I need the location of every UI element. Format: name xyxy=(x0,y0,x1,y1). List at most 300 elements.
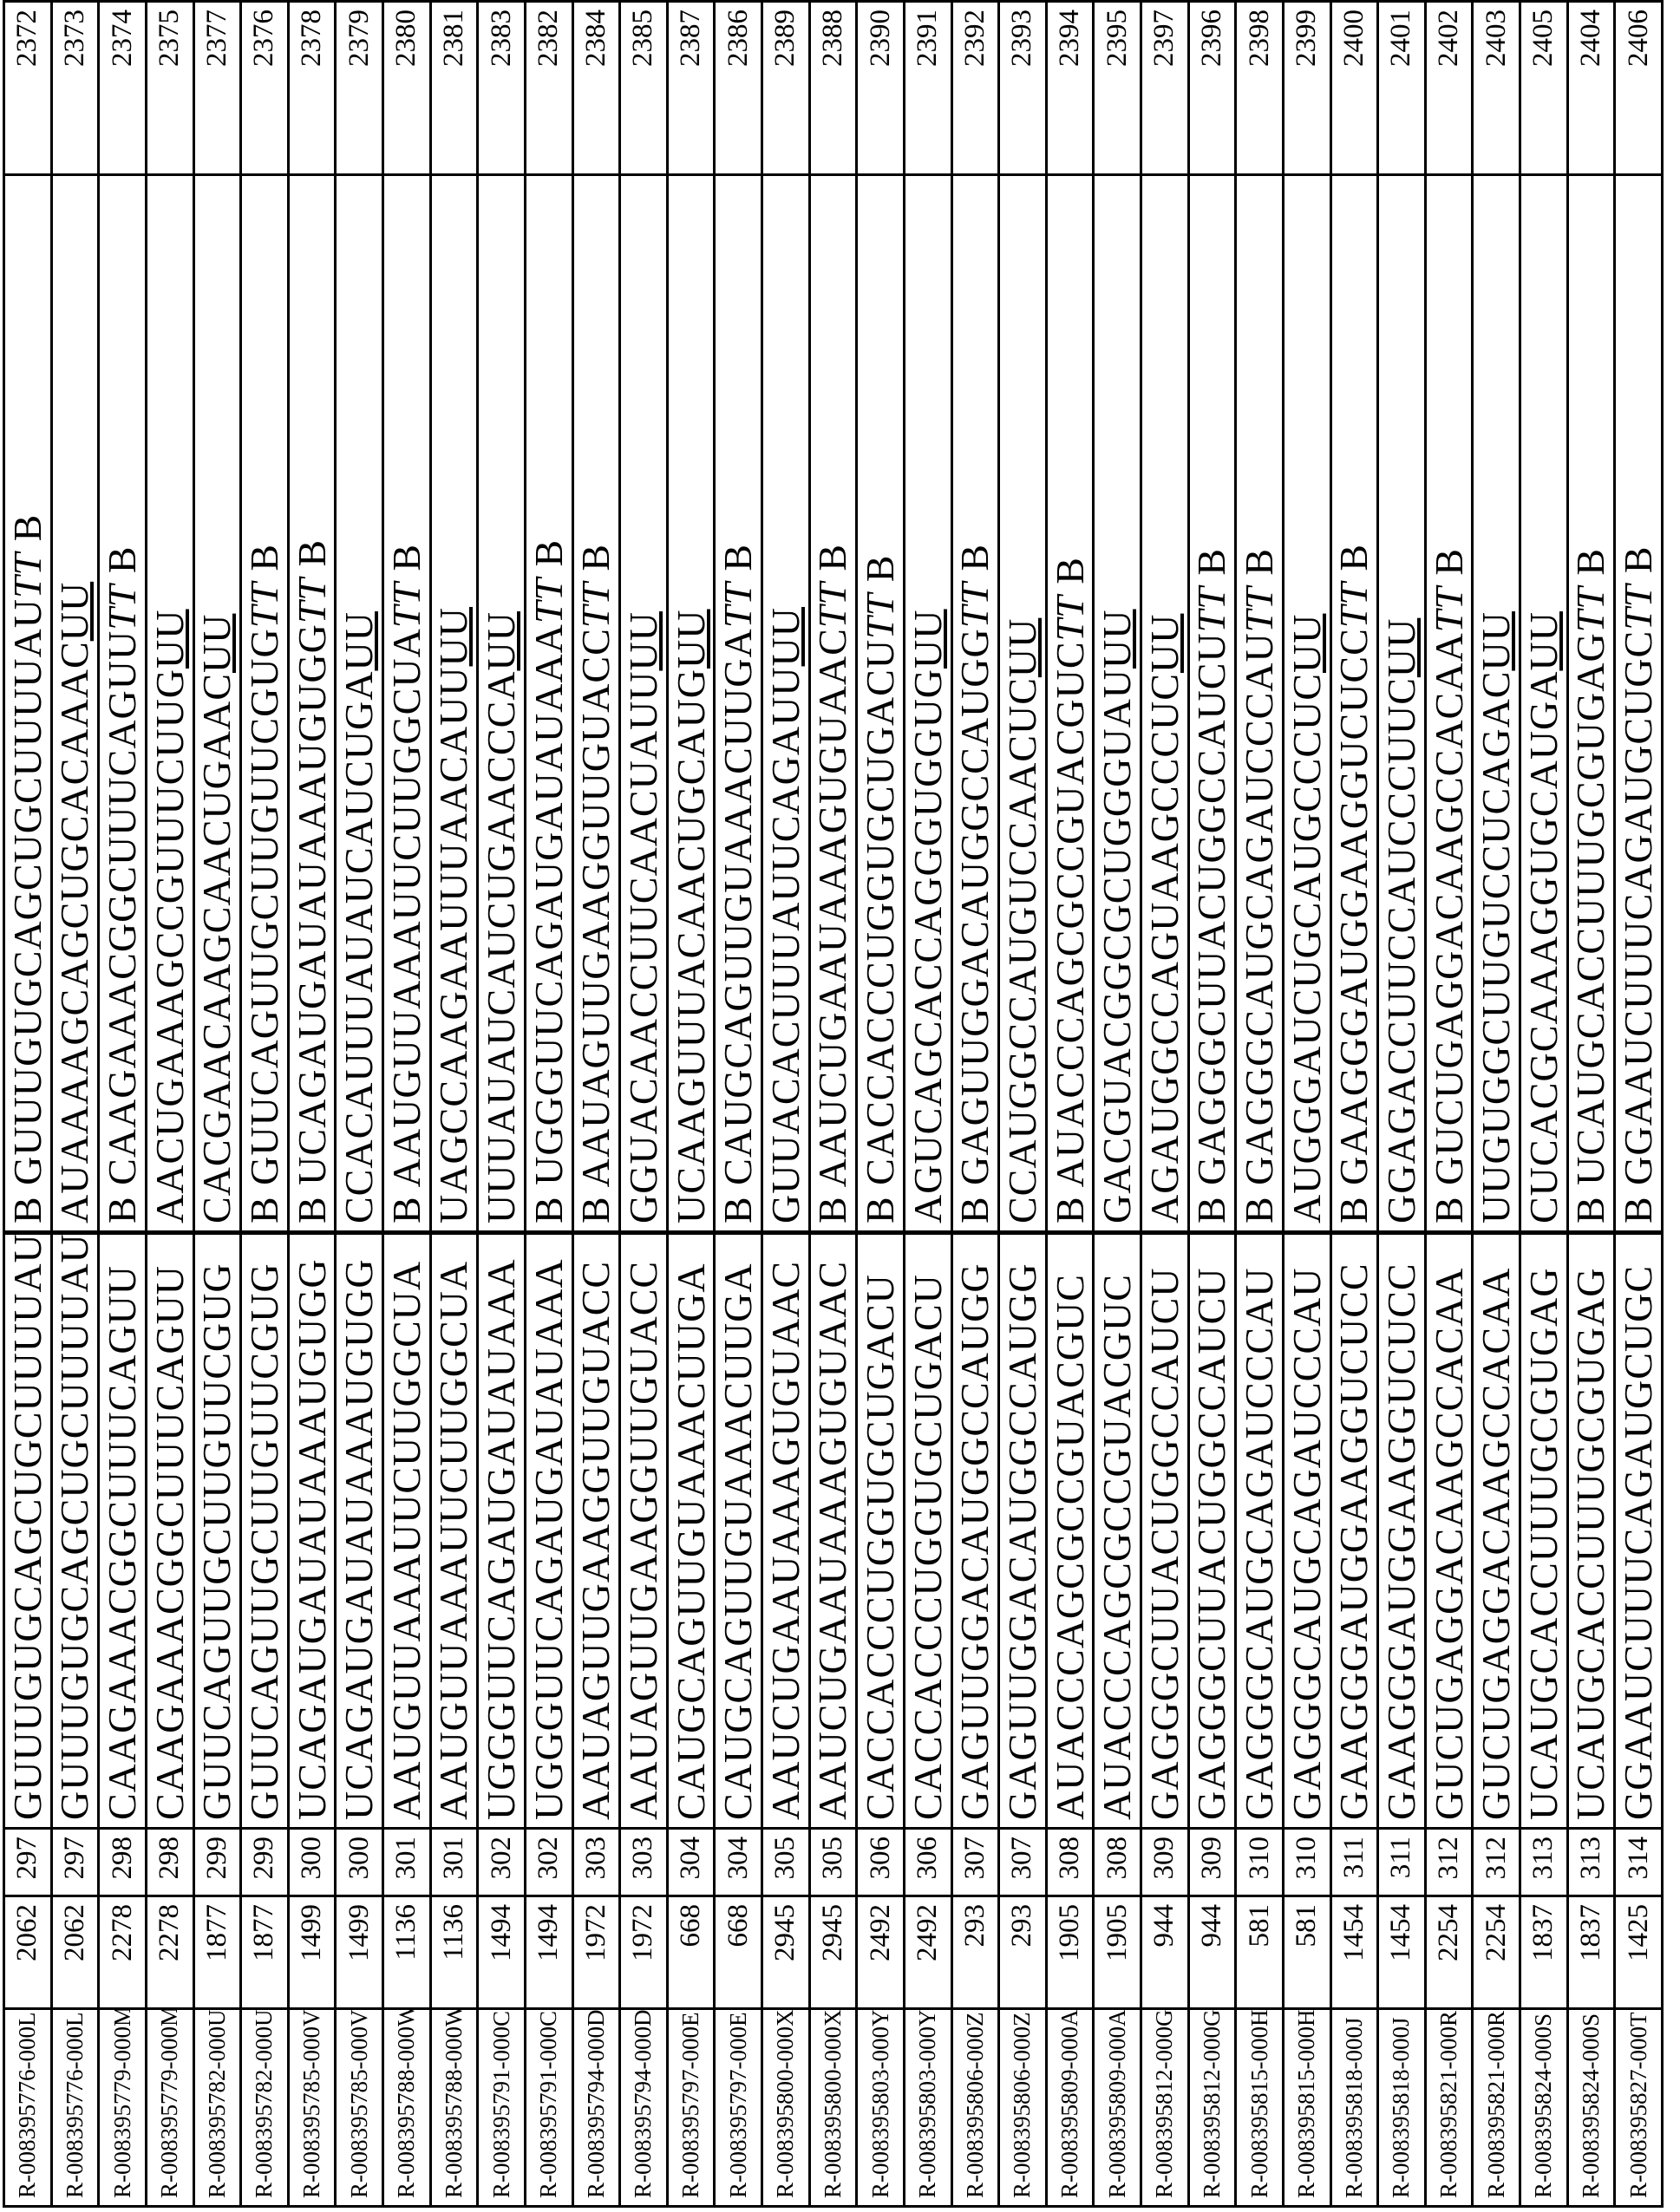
compound-id: R-008395818-000J xyxy=(1330,2009,1378,2207)
table-row xyxy=(620,2,668,2207)
compound-id: R-008395785-000V xyxy=(336,2009,383,2207)
pair-number: 308 xyxy=(1094,1829,1141,1896)
seq-id-number: 2376 xyxy=(241,2,289,175)
modified-sequence xyxy=(951,175,999,1233)
pair-number: 314 xyxy=(1615,1829,1663,1896)
modified-sequence xyxy=(193,175,241,1233)
table-row xyxy=(857,2,905,2207)
sequence-core: AAUCUGAAUAAAGUGUAAC xyxy=(810,628,854,1187)
table-row xyxy=(51,2,99,2207)
cap-suffix: B xyxy=(242,544,286,582)
uu-overhang: UU xyxy=(1142,614,1186,673)
uu-overhang: UU xyxy=(1379,618,1423,677)
target-position: 2254 xyxy=(1473,1896,1520,2009)
dt-overhang: TT xyxy=(716,582,760,628)
target-position: 1494 xyxy=(525,1896,572,2009)
modified-sequence xyxy=(99,175,147,1233)
compound-id: R-008395800-000X xyxy=(762,2009,810,2207)
compound-id: R-008395812-000G xyxy=(1141,2009,1189,2207)
target-position: 1905 xyxy=(1046,1896,1094,2009)
modified-sequence xyxy=(51,175,99,1233)
table-row xyxy=(1567,2,1615,2207)
cap-prefix: B xyxy=(5,1185,49,1223)
pair-number: 300 xyxy=(336,1829,383,1896)
compound-id: R-008395791-000C xyxy=(478,2009,526,2207)
pair-number: 311 xyxy=(1330,1829,1378,1896)
seq-id-number: 2374 xyxy=(99,2,147,175)
seq-id-number: 2394 xyxy=(1046,2,1094,175)
sense-sequence: AAUGUUAAAUUCUUGGCUA xyxy=(383,1233,431,1829)
sense-sequence: GUUCAGUUGCUUGUUCGUG xyxy=(241,1233,289,1829)
dt-overhang: TT xyxy=(952,582,997,628)
modified-sequence xyxy=(1188,175,1236,1233)
sense-sequence: CAUGCAGUUGUAAACUUGA xyxy=(667,1233,715,1829)
dt-overhang: TT xyxy=(290,577,334,623)
cap-suffix: B xyxy=(1237,548,1281,586)
pair-number: 298 xyxy=(146,1829,193,1896)
dt-overhang: TT xyxy=(5,552,49,598)
sense-sequence: CAAGAAACGGCUUUCAGUU xyxy=(146,1233,193,1829)
sense-sequence: GUCUGAGGACAAGCCACAA xyxy=(1473,1233,1520,1829)
dt-overhang: TT xyxy=(384,582,428,628)
seq-id-number: 2378 xyxy=(288,2,336,175)
compound-id: R-008395782-000U xyxy=(193,2009,241,2207)
dt-overhang: TT xyxy=(573,582,618,628)
compound-id: R-008395776-000L xyxy=(51,2009,99,2207)
sense-sequence: UGGGUUCAGAUGAUAUAAA xyxy=(478,1233,526,1829)
target-position: 2278 xyxy=(99,1896,147,2009)
dt-overhang: TT xyxy=(1427,586,1471,632)
table-row xyxy=(1236,2,1284,2207)
table-row xyxy=(525,2,572,2207)
table-row xyxy=(667,2,715,2207)
table-row xyxy=(999,2,1047,2207)
seq-id-number: 2383 xyxy=(478,2,526,175)
cap-suffix: B xyxy=(1048,557,1092,595)
seq-id-number: 2381 xyxy=(430,2,478,175)
seq-id-number: 2382 xyxy=(525,2,572,175)
cap-prefix: B xyxy=(716,1185,760,1223)
seq-id-number: 2388 xyxy=(809,2,857,175)
sequence-core: GGUACAACCUUCAACUAUU xyxy=(621,671,665,1223)
sequence-core: GUCUGAGGACAAGCCACAA xyxy=(1427,632,1471,1184)
seq-id-number: 2403 xyxy=(1473,2,1520,175)
sequence-core: UCAAGUUUACAACUGCAUG xyxy=(669,669,713,1223)
target-position: 293 xyxy=(951,1896,999,2009)
target-position: 1136 xyxy=(383,1896,431,2009)
sequence-core: GUUCAGUUGCUUGUUCGUG xyxy=(242,628,286,1185)
modified-sequence xyxy=(336,175,383,1233)
modified-sequence xyxy=(4,175,52,1233)
cap-prefix: B xyxy=(384,1187,428,1223)
seq-id-number: 2395 xyxy=(1094,2,1141,175)
modified-sequence xyxy=(762,175,810,1233)
sense-sequence: GGAAUCUUUCAGAUGCUGC xyxy=(1615,1233,1663,1829)
compound-id: R-008395785-000V xyxy=(288,2009,336,2207)
compound-id: R-008395806-000Z xyxy=(951,2009,999,2207)
compound-id: R-008395806-000Z xyxy=(999,2009,1047,2207)
sense-sequence: AAUAGUUGAAGGUUGUACC xyxy=(572,1233,620,1829)
compound-id: R-008395779-000M xyxy=(99,2009,147,2207)
sequence-core: UUGUGGCUUGUCCUCAGAC xyxy=(1474,671,1518,1223)
modified-sequence xyxy=(1520,175,1568,1233)
sense-sequence: GAGGGCAUGCAGAUCCCAU xyxy=(1236,1233,1284,1829)
target-position: 2492 xyxy=(904,1896,951,2009)
seq-id-number: 2384 xyxy=(572,2,620,175)
target-position: 2492 xyxy=(857,1896,905,2009)
compound-id: R-008395815-000H xyxy=(1283,2009,1330,2207)
sequence-core: UAGCCAAGAAUUUAACAUU xyxy=(431,666,475,1223)
compound-id: R-008395794-000D xyxy=(572,2009,620,2207)
modified-sequence xyxy=(288,175,336,1233)
compound-id: R-008395824-000S xyxy=(1567,2009,1615,2207)
sense-sequence: GAGGGCAUGCAGAUCCCAU xyxy=(1283,1233,1330,1829)
pair-number: 313 xyxy=(1567,1829,1615,1896)
sense-sequence: AAUCUGAAUAAAGUGUAAC xyxy=(809,1233,857,1829)
sense-sequence: GAGUUGGACAUGGCCAUGG xyxy=(999,1233,1047,1829)
sequence-core: UCAUGCACCUUUGCGUGAG xyxy=(1568,632,1612,1184)
modified-sequence xyxy=(1615,175,1663,1233)
sequence-core: AUGGGAUCUGCAUGCCCUC xyxy=(1285,673,1329,1223)
table-row xyxy=(809,2,857,2207)
dt-overhang: TT xyxy=(858,593,902,639)
target-position: 2278 xyxy=(146,1896,193,2009)
sequence-core: GAGUUGGACAUGGCCAUGG xyxy=(952,628,997,1185)
pair-number: 308 xyxy=(1046,1829,1094,1896)
uu-overhang: UU xyxy=(905,610,950,669)
target-position: 1972 xyxy=(620,1896,668,2009)
cap-suffix: B xyxy=(290,539,334,577)
cap-prefix: B xyxy=(1568,1185,1612,1223)
cap-prefix: B xyxy=(1616,1185,1660,1223)
sense-sequence: AUACCCAGCGCCGUACGUC xyxy=(1046,1233,1094,1829)
cap-prefix: B xyxy=(242,1185,286,1223)
compound-id: R-008395800-000X xyxy=(809,2009,857,2207)
dt-overhang: TT xyxy=(1568,586,1612,632)
uu-overhang: UU xyxy=(337,611,381,670)
target-position: 1905 xyxy=(1094,1896,1141,2009)
sequence-core: AGUCAGCACCAGGGUGGUG xyxy=(905,669,950,1223)
modified-sequence xyxy=(1141,175,1189,1233)
sense-sequence: GUUUGUGCAGCUGCUUUUAU xyxy=(51,1233,99,1829)
sense-sequence: GUCUGAGGACAAGCCACAA xyxy=(1425,1233,1473,1829)
sequence-core: GACGUACGGCGCUGGGUAU xyxy=(1095,669,1139,1223)
cap-prefix: B xyxy=(1427,1185,1471,1223)
cap-suffix: B xyxy=(1427,548,1471,586)
modified-sequence xyxy=(241,175,289,1233)
table-row xyxy=(715,2,762,2207)
sequence-core: GUUACACUUUAUUCAGAUU xyxy=(763,666,807,1223)
table-row xyxy=(1141,2,1189,2207)
cap-suffix: B xyxy=(1189,548,1233,586)
cap-suffix: B xyxy=(1331,544,1376,582)
compound-id: R-008395821-000R xyxy=(1425,2009,1473,2207)
sequence-core: GGAGACCUUCCAUCCCUUC xyxy=(1379,677,1423,1223)
compound-id: R-008395812-000G xyxy=(1188,2009,1236,2207)
target-position: 1972 xyxy=(572,1896,620,2009)
table-row xyxy=(1330,2,1378,2207)
pair-number: 303 xyxy=(572,1829,620,1896)
sense-sequence: AAUCUGAAUAAAGUGUAAC xyxy=(762,1233,810,1829)
cap-prefix: B xyxy=(810,1187,854,1223)
sequence-core: AUAAAAGCAGCUGCACAAAC xyxy=(52,641,96,1223)
pair-number: 303 xyxy=(620,1829,668,1896)
cap-prefix: B xyxy=(1048,1187,1092,1223)
compound-id: R-008395788-000W xyxy=(430,2009,478,2207)
pair-number: 310 xyxy=(1283,1829,1330,1896)
sense-sequence: AAUAGUUGAAGGUUGUACC xyxy=(620,1233,668,1829)
seq-id-number: 2406 xyxy=(1615,2,1663,175)
cap-suffix: B xyxy=(573,544,618,582)
modified-sequence xyxy=(146,175,193,1233)
modified-sequence xyxy=(1236,175,1284,1233)
modified-sequence xyxy=(667,175,715,1233)
target-position: 2062 xyxy=(51,1896,99,2009)
cap-prefix: B xyxy=(100,1185,144,1223)
seq-id-number: 2385 xyxy=(620,2,668,175)
table-row xyxy=(241,2,289,2207)
target-position: 1454 xyxy=(1330,1896,1378,2009)
uu-overhang: UU xyxy=(1000,618,1044,677)
target-position: 2945 xyxy=(809,1896,857,2009)
cap-suffix: B xyxy=(810,544,854,582)
sense-sequence: CACCACCCUGGUGCUGACU xyxy=(904,1233,951,1829)
dt-overhang: TT xyxy=(242,582,286,628)
uu-overhang: UU xyxy=(431,607,475,666)
sequence-core: GAAGGGAUGGAAGGUCUCC xyxy=(1331,628,1376,1185)
cap-prefix: B xyxy=(858,1185,902,1223)
sequence-core: GGAAUCUUUCAGAUGCUGC xyxy=(1616,630,1660,1185)
modified-sequence xyxy=(1473,175,1520,1233)
modified-sequence xyxy=(715,175,762,1233)
seq-id-number: 2380 xyxy=(383,2,431,175)
sequence-core: CCAUGGCCAUGUCCAACUC xyxy=(1000,677,1044,1223)
cap-suffix: B xyxy=(858,555,902,593)
pair-number: 297 xyxy=(4,1829,52,1896)
pair-number: 305 xyxy=(762,1829,810,1896)
compound-id: R-008395788-000W xyxy=(383,2009,431,2207)
sense-sequence: UCAUGCACCUUUGCGUGAG xyxy=(1567,1233,1615,1829)
target-position: 1837 xyxy=(1520,1896,1568,2009)
seq-id-number: 2392 xyxy=(951,2,999,175)
seq-id-number: 2405 xyxy=(1520,2,1568,175)
table-row xyxy=(1283,2,1330,2207)
cap-prefix: B xyxy=(526,1185,571,1223)
sense-sequence: GUUCAGUUGCUUGUUCGUG xyxy=(193,1233,241,1829)
table-row xyxy=(951,2,999,2207)
pair-number: 304 xyxy=(715,1829,762,1896)
compound-id: R-008395809-000A xyxy=(1094,2009,1141,2207)
pair-number: 307 xyxy=(951,1829,999,1896)
modified-sequence xyxy=(1378,175,1426,1233)
table-row xyxy=(762,2,810,2207)
sequence-core: GUUUGUGCAGCUGCUUUUAU xyxy=(5,598,49,1185)
cap-suffix: B xyxy=(384,544,428,582)
target-position: 944 xyxy=(1141,1896,1189,2009)
compound-id: R-008395803-000Y xyxy=(904,2009,951,2207)
modified-sequence xyxy=(904,175,951,1233)
uu-overhang: UU xyxy=(1521,611,1566,670)
modified-sequence xyxy=(478,175,526,1233)
compound-id: R-008395827-000T xyxy=(1615,2009,1663,2207)
dt-overhang: TT xyxy=(1237,586,1281,632)
target-position: 1877 xyxy=(241,1896,289,2009)
target-position: 1136 xyxy=(430,1896,478,2009)
table-row xyxy=(1094,2,1141,2207)
table-row xyxy=(1615,2,1663,2207)
dt-overhang: TT xyxy=(100,584,144,630)
seq-id-number: 2402 xyxy=(1425,2,1473,175)
table-row xyxy=(904,2,951,2207)
seq-id-number: 2404 xyxy=(1567,2,1615,175)
pair-number: 298 xyxy=(99,1829,147,1896)
target-position: 944 xyxy=(1188,1896,1236,2009)
modified-sequence xyxy=(1567,175,1615,1233)
compound-id: R-008395776-000L xyxy=(4,2009,52,2207)
sense-sequence: CAUGCAGUUGUAAACUUGA xyxy=(715,1233,762,1829)
sequence-core: CACGAACAAGCAACUGAAC xyxy=(194,673,239,1223)
table-row xyxy=(99,2,147,2207)
modified-sequence xyxy=(1094,175,1141,1233)
target-position: 1499 xyxy=(288,1896,336,2009)
sense-sequence: UCAGAUGAUAUAAAUGUGG xyxy=(336,1233,383,1829)
table-row xyxy=(1425,2,1473,2207)
compound-id: R-008395794-000D xyxy=(620,2009,668,2207)
seq-id-number: 2387 xyxy=(667,2,715,175)
pair-number: 302 xyxy=(525,1829,572,1896)
sequence-core: UCAGAUGAUAUAAAUGUGG xyxy=(290,623,334,1185)
uu-overhang: UU xyxy=(52,582,96,641)
seq-id-number: 2373 xyxy=(51,2,99,175)
table-row xyxy=(146,2,193,2207)
cap-prefix: B xyxy=(1331,1185,1376,1223)
sense-sequence: GUUUGUGCAGCUGCUUUUAU xyxy=(4,1233,52,1829)
sense-sequence: UCAGAUGAUAUAAAUGUGG xyxy=(288,1233,336,1829)
seq-id-number: 2389 xyxy=(762,2,810,175)
modified-sequence xyxy=(430,175,478,1233)
sequence-core: UUUAUAUCAUCUGAACCCA xyxy=(479,671,523,1223)
modified-sequence xyxy=(383,175,431,1233)
compound-id: R-008395803-000Y xyxy=(857,2009,905,2207)
modified-sequence xyxy=(1330,175,1378,1233)
pair-number: 300 xyxy=(288,1829,336,1896)
target-position: 1877 xyxy=(193,1896,241,2009)
sequence-core: CUCACGCAAAGGUGCAUGA xyxy=(1521,671,1566,1223)
sense-sequence: CAAGAAACGGCUUUCAGUU xyxy=(99,1233,147,1829)
seq-id-number: 2401 xyxy=(1378,2,1426,175)
uu-overhang: UU xyxy=(669,610,713,669)
seq-id-number: 2396 xyxy=(1188,2,1236,175)
dt-overhang: TT xyxy=(1616,584,1660,630)
uu-overhang: UU xyxy=(1474,611,1518,670)
sense-sequence: CACCACCCUGGUGCUGACU xyxy=(857,1233,905,1829)
seq-id-number: 2399 xyxy=(1283,2,1330,175)
sequence-core: UGGGUUCAGAUGAUAUAAA xyxy=(526,623,571,1185)
compound-id: R-008395779-000M xyxy=(146,2009,193,2207)
modified-sequence xyxy=(1283,175,1330,1233)
pair-number: 299 xyxy=(241,1829,289,1896)
modified-sequence xyxy=(809,175,857,1233)
table-row xyxy=(193,2,241,2207)
target-position: 581 xyxy=(1283,1896,1330,2009)
target-position: 2062 xyxy=(4,1896,52,2009)
compound-id: R-008395824-000S xyxy=(1520,2009,1568,2207)
pair-number: 306 xyxy=(857,1829,905,1896)
sense-sequence: GAAGGGAUGGAAGGUCUCC xyxy=(1330,1233,1378,1829)
dt-overhang: TT xyxy=(526,577,571,623)
modified-sequence xyxy=(857,175,905,1233)
rotated-page xyxy=(3,3,1664,2208)
table-row xyxy=(1378,2,1426,2207)
seq-id-number: 2372 xyxy=(4,2,52,175)
table-row xyxy=(430,2,478,2207)
table-row xyxy=(336,2,383,2207)
compound-id: R-008395797-000E xyxy=(715,2009,762,2207)
modified-sequence xyxy=(1425,175,1473,1233)
uu-overhang: UU xyxy=(763,607,807,666)
target-position: 668 xyxy=(715,1896,762,2009)
seq-id-number: 2377 xyxy=(193,2,241,175)
sequence-core: CCACAUUUAUAUCAUCUGA xyxy=(337,671,381,1223)
sense-sequence: GAGGGCUUACUGGCCAUCU xyxy=(1188,1233,1236,1829)
cap-suffix: B xyxy=(100,545,144,584)
dt-overhang: TT xyxy=(1048,595,1092,641)
cap-suffix: B xyxy=(526,539,571,577)
seq-id-number: 2398 xyxy=(1236,2,1284,175)
cap-prefix: B xyxy=(952,1185,997,1223)
cap-suffix: B xyxy=(1568,548,1612,586)
compound-id: R-008395791-000C xyxy=(525,2009,572,2207)
sense-sequence: AUACCCAGCGCCGUACGUC xyxy=(1094,1233,1141,1829)
modified-sequence xyxy=(620,175,668,1233)
sense-sequence: UGGGUUCAGAUGAUAUAAA xyxy=(525,1233,572,1829)
compound-id: R-008395797-000E xyxy=(667,2009,715,2207)
pair-number: 312 xyxy=(1473,1829,1520,1896)
table-row xyxy=(572,2,620,2207)
sequence-core: AGAUGGCCAGUAAGCCCUC xyxy=(1142,673,1186,1223)
cap-prefix: B xyxy=(290,1185,334,1223)
target-position: 1425 xyxy=(1615,1896,1663,2009)
pair-number: 304 xyxy=(667,1829,715,1896)
sense-sequence: AAUGUUAAAUUCUUGGCUA xyxy=(430,1233,478,1829)
table-row xyxy=(288,2,336,2207)
seq-id-number: 2400 xyxy=(1330,2,1378,175)
seq-id-number: 2397 xyxy=(1141,2,1189,175)
sequence-core: CACCACCCUGGUGCUGACU xyxy=(858,639,902,1185)
compound-id: R-008395809-000A xyxy=(1046,2009,1094,2207)
sequence-core: AAUAGUUGAAGGUUGUACC xyxy=(573,628,618,1187)
pair-number: 302 xyxy=(478,1829,526,1896)
cap-suffix: B xyxy=(716,544,760,582)
pair-number: 309 xyxy=(1141,1829,1189,1896)
uu-overhang: UU xyxy=(147,610,192,669)
dt-overhang: TT xyxy=(810,582,854,628)
table-body xyxy=(4,2,1663,2207)
target-position: 668 xyxy=(667,1896,715,2009)
target-position: 1454 xyxy=(1378,1896,1426,2009)
sense-sequence: UCAUGCACCUUUGCGUGAG xyxy=(1520,1233,1568,1829)
seq-id-number: 2390 xyxy=(857,2,905,175)
cap-suffix: B xyxy=(5,514,49,552)
target-position: 1837 xyxy=(1567,1896,1615,2009)
table-row xyxy=(1046,2,1094,2207)
uu-overhang: UU xyxy=(1285,614,1329,673)
target-position: 1499 xyxy=(336,1896,383,2009)
modified-sequence xyxy=(999,175,1047,1233)
sequence-core: CAUGCAGUUGUAAACUUGA xyxy=(716,628,760,1185)
seq-id-number: 2379 xyxy=(336,2,383,175)
compound-id: R-008395818-000J xyxy=(1378,2009,1426,2207)
